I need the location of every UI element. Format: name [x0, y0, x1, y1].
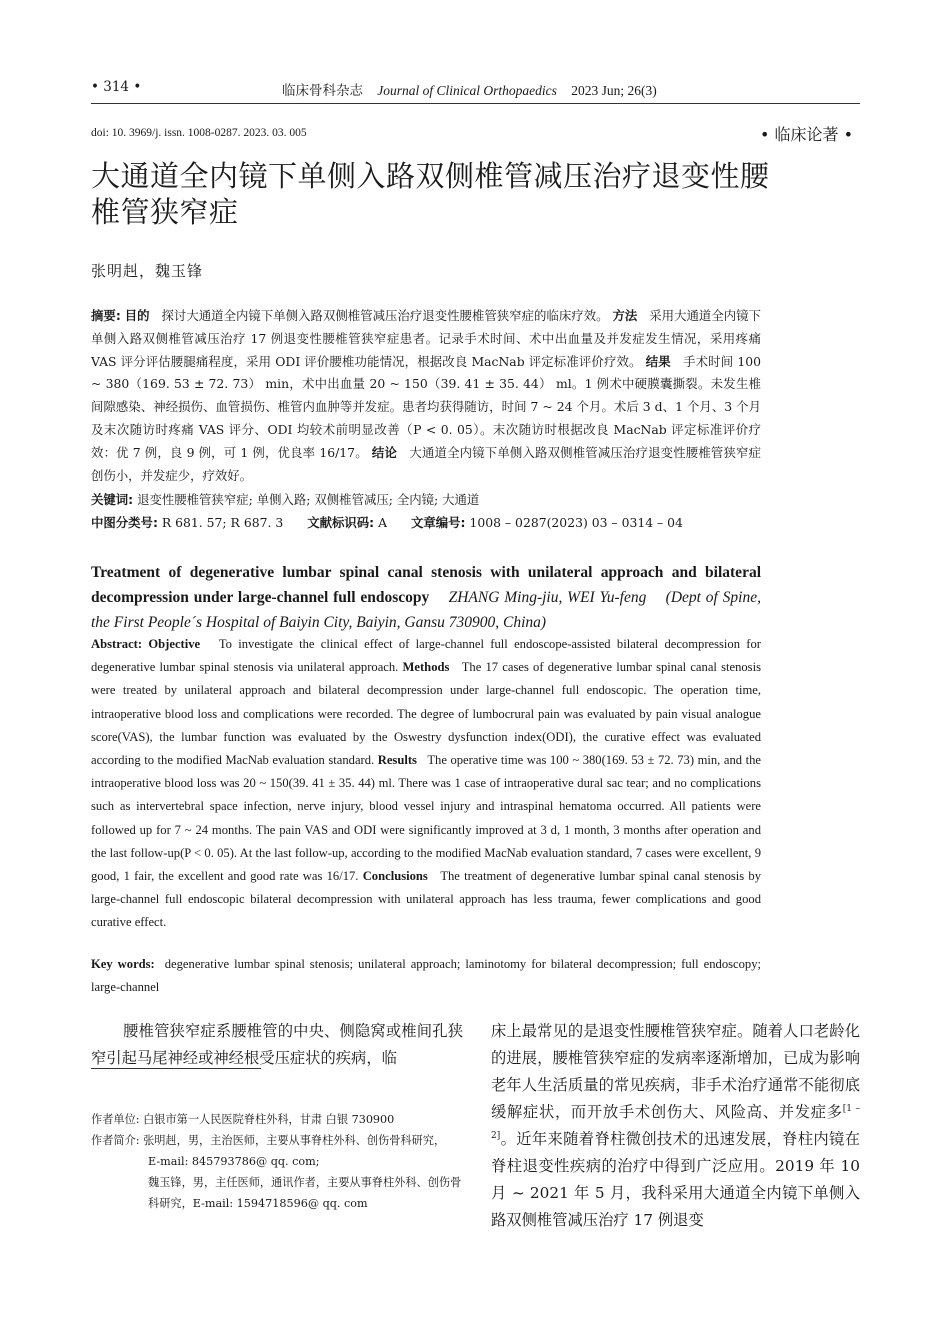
footnote-affiliation — [91, 1109, 463, 1130]
clc-label: 中图分类号: — [91, 515, 158, 530]
doc-code-label: 文献标识码: — [307, 515, 375, 530]
footnote-email1: E-mail: 845793786@ qq. com; — [148, 1155, 320, 1168]
footnote-affiliation-text: 白银市第一人民医院脊柱外科，甘肃 白银 730900 — [143, 1113, 395, 1126]
column-tag: • 临床论著 • — [760, 125, 854, 144]
methods-text: 采用大通道全内镜下单侧入路双侧椎管减压治疗 17 例退变性腰椎管狭窄症患者。记录手术时间、术中出血量及并发症发生情况，采用疼痛 VAS 评分评估腰腿痛程度，采用 ODI 评价腰椎功能情况，根据改良 MacNab 评定标准评价疗效。 — [91, 308, 761, 369]
body-left-paragraph: 腰椎管狭窄症系腰椎管的中央、侧隐窝或椎间孔狭窄引起马尾神经或神经根受压症状的疾病，临 — [91, 1022, 463, 1067]
doi: doi: 10. 3969/j. issn. 1008-0287. 2023. 03. 005 — [91, 127, 307, 139]
methods-en-text: The 17 cases of degenerative lumbar spinal canal stenosis were treated by unilateral approach and bilateral decompression under large-channel full endoscopic. The operation time, intraoperative blood loss and complications were recorded. The degree of lumbocrural pain was evaluated by pain visual analogue score(VAS), the lumbar function was evaluated by the Oswestry dysfunction index(ODI), the curative effect was evaluated according to the modified MacNab evaluation standard. — [91, 660, 761, 768]
methods-en-label: Methods — [402, 660, 450, 675]
article-number-value: 1008 – 0287(2023) 03 – 0314 – 04 — [469, 515, 683, 530]
objective-label: 目的 — [124, 308, 150, 323]
conclusion-text: 大通道全内镜下单侧入路双侧椎管减压治疗退变性腰椎管狭窄症创伤小，并发症少，疗效好。 — [91, 444, 762, 483]
body-right-paragraph-b: 。近年来随着脊柱微创技术的迅速发展，脊柱内镜在脊柱退变性疾病的治疗中得到广泛应用。2019 年 10 月 ~ 2021 年 5 月，我科采用大通道全内镜下单侧入路双侧椎管减压治疗 17 例退变 — [491, 1130, 860, 1229]
clc-value: R 681. 57; R 687. 3 — [161, 515, 284, 530]
results-label: 结果 — [645, 353, 671, 369]
abstract-label: 摘要: — [91, 308, 121, 323]
authors-cn: 张明赳，魏玉锋 — [91, 262, 204, 280]
body-left-column — [91, 1018, 463, 1072]
page-number: • 314 • — [91, 79, 142, 95]
running-header — [282, 79, 657, 99]
keywords-en — [91, 953, 761, 999]
keywords-cn — [91, 489, 761, 511]
keywords-label: 关键词: — [91, 492, 134, 507]
keywords-en-text: degenerative lumbar spinal stenosis; unilateral approach; laminotomy for bilateral decompression; full endoscopy; large-channel — [91, 957, 762, 995]
abstract-en-label: Abstract: — [91, 637, 143, 651]
keywords-en-label: Key words: — [91, 957, 155, 971]
keywords-text: 退变性腰椎管狭窄症; 单侧入路; 双侧椎管减压; 全内镜; 大通道 — [137, 492, 480, 507]
conclusions-en-label: Conclusions — [362, 869, 428, 884]
footnote-bio2: 魏玉锋，男，主任医师，通讯作者，主要从事脊柱外科、创伤骨科研究，E-mail: 1594718596@ qq. com — [148, 1176, 462, 1210]
abstract-en — [91, 633, 761, 935]
methods-label: 方法 — [612, 308, 638, 323]
journal-name-cn: 临床骨科杂志 — [282, 83, 363, 99]
footnotes — [91, 1109, 463, 1214]
results-en-label: Results — [377, 753, 417, 768]
conclusion-label: 结论 — [371, 444, 398, 460]
header-rule — [91, 103, 860, 104]
body-right-paragraph-a: 床上最常见的是退变性腰椎管狭窄症。随着人口老龄化的进展，腰椎管狭窄症的发病率逐渐增加，已成为影响老年人生活质量的常见疾病，非手术治疗通常不能彻底缓解症状，而开放手术创伤大、风险高、并发症多 — [491, 1022, 860, 1121]
conclusions-en-text: The treatment of degenerative lumbar spinal canal stenosis by large-channel full endoscopic bilateral decompression with unilateral approach has less trauma, fewer complications and good curative effect. — [91, 869, 762, 930]
footnote-rule — [91, 1068, 261, 1069]
english-affiliation: (Dept of Spine, the First People´s Hospital of Baiyin City, Baiyin, Gansu 730900, China) — [91, 589, 761, 631]
classification-line — [91, 512, 761, 534]
objective-text: 探讨大通道全内镜下单侧入路双侧椎管减压治疗退变性腰椎管狭窄症的临床疗效。 — [161, 308, 609, 323]
article-number-label: 文章编号: — [410, 515, 466, 530]
journal-name-en: Journal of Clinical Orthopaedics — [377, 83, 557, 98]
body-right-column — [491, 1018, 860, 1234]
objective-en-text: To investigate the clinical effect of large-channel full endoscope-assisted bilateral decompression for degenerative lumbar spinal stenosis via unilateral approach. — [91, 637, 761, 675]
english-title-block — [91, 560, 761, 635]
results-text: 手术时间 100 ~ 380（169. 53 ± 72. 73） min，术中出血量 20 ~ 150（39. 41 ± 35. 44） ml。1 例术中硬膜囊撕裂。未发生椎间隙感染、神经损伤、血管损伤、椎管内血肿等并发症。患者均获得随访，时间 7 ~ 24 个月。术后 3 d、1 个月、3 个月及末次随访时疼痛 VAS 评分、ODI 均较术前明显改善（P < 0. 05）。末次随访时根据改良 MacNab 评定标准评价疗效：优 7 例，良 9 例，可 1 例，优良率 16/17。 — [91, 353, 761, 460]
journal-issue: 2023 Jun; 26(3) — [571, 83, 657, 98]
footnote-bio-label: 作者简介: — [91, 1134, 140, 1147]
footnote-bio — [91, 1130, 463, 1151]
results-en-text: The operative time was 100 ~ 380(169. 53 ± 72. 73) min, and the intraoperative blood loss was 20 ~ 150(39. 41 ± 35. 44) ml. There was 1 case of intraoperative dural sac tear; and no complications such as intervertebral space infection, nerve injury, blood vessel injury and intraspinal hematoma occurred. All patients were followed up for 7 ~ 24 months. The pain VAS and ODI were significantly improved at 3 d, 1 month, 3 months after operation and the last follow-up(P < 0. 05). At the last follow-up, according to the modified MacNab evaluation standard, 7 cases were excellent, 9 good, 1 fair, the excellent and good rate was 16/17. — [91, 753, 761, 884]
objective-en-label: Objective — [148, 637, 201, 651]
abstract-cn — [91, 305, 761, 487]
citation-ref: [1 – 2] — [491, 1103, 860, 1141]
doc-code-value: A — [378, 515, 388, 530]
article-title: 大通道全内镜下单侧入路双侧椎管减压治疗退变性腰椎管狭窄症 — [91, 159, 770, 229]
footnote-affiliation-label: 作者单位: — [91, 1113, 140, 1126]
english-authors: ZHANG Ming-jiu, WEI Yu-feng — [448, 589, 647, 606]
footnote-bio1: 张明赳，男，主治医师，主要从事脊柱外科、创伤骨科研究， — [143, 1134, 446, 1147]
english-title: Treatment of degenerative lumbar spinal canal stenosis with unilateral approach and bilateral decompression under large-channel full endoscopy — [91, 564, 761, 606]
